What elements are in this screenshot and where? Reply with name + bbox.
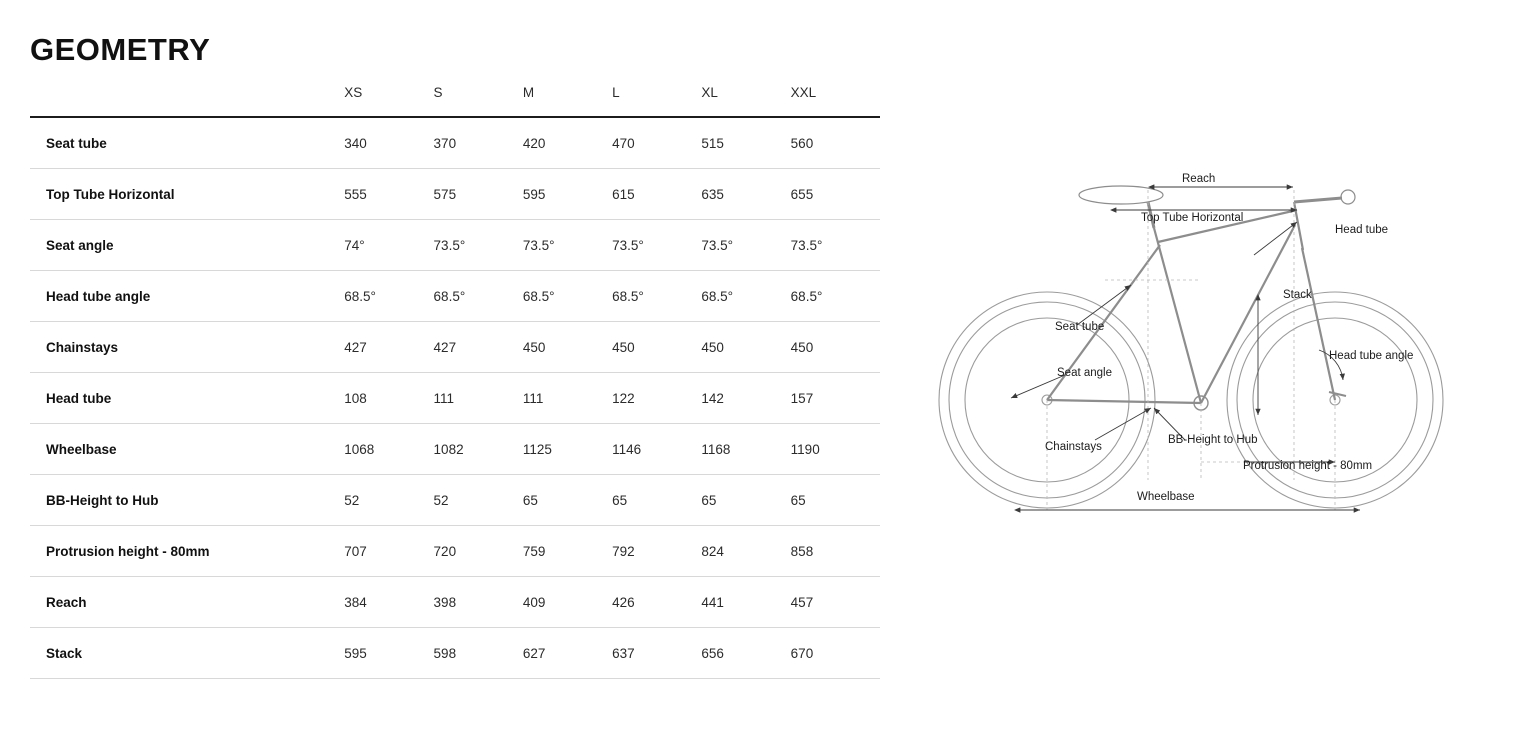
- chainstays-arrow: [1095, 408, 1151, 440]
- cell-xxl: 670: [790, 646, 814, 661]
- table-row: [30, 475, 880, 526]
- table-body: [30, 117, 880, 679]
- cell-xs: 52: [344, 493, 360, 508]
- geometry-table: [30, 85, 880, 679]
- cell-xxl: 858: [790, 544, 814, 559]
- cell-xs: 595: [344, 646, 367, 661]
- cell-xs: 108: [344, 391, 367, 406]
- stem-line: [1294, 198, 1342, 202]
- cell-xl: 68.5°: [701, 289, 734, 304]
- cell-m: 450: [522, 340, 546, 355]
- cell-m: 68.5°: [522, 289, 555, 304]
- cell-xxl: 655: [790, 187, 814, 202]
- cell-xs: 555: [344, 187, 367, 202]
- column-header-s: S: [433, 85, 443, 100]
- label-head-tube-angle: Head tube angle: [1329, 350, 1414, 362]
- cell-xs: 340: [344, 136, 367, 151]
- row-label: Head tube: [46, 391, 112, 406]
- cell-l: 1146: [612, 442, 642, 457]
- table-row: [30, 373, 880, 424]
- saddle: [1079, 186, 1163, 204]
- table-header: [30, 85, 880, 117]
- cell-m: 111: [522, 391, 544, 406]
- cell-l: 615: [612, 187, 635, 202]
- cell-l: 637: [612, 646, 635, 661]
- cell-s: 370: [433, 136, 457, 151]
- cell-s: 575: [433, 187, 457, 202]
- label-wheelbase: Wheelbase: [1137, 491, 1195, 503]
- cell-m: 73.5°: [522, 238, 555, 253]
- cell-l: 73.5°: [612, 238, 644, 253]
- table-row: [30, 526, 880, 577]
- cell-xs: 1068: [344, 442, 375, 457]
- cell-s: 111: [433, 391, 455, 406]
- cell-xl: 824: [701, 544, 724, 559]
- cell-xl: 635: [701, 187, 724, 202]
- cell-xs: 707: [344, 544, 367, 559]
- table-header-row: [30, 85, 880, 117]
- cell-l: 470: [612, 136, 635, 151]
- fork-line: [1302, 248, 1335, 400]
- cell-s: 398: [433, 595, 457, 610]
- handlebar-grip: [1341, 190, 1355, 204]
- cell-l: 426: [612, 595, 635, 610]
- table-row: [30, 424, 880, 475]
- cell-xs: 68.5°: [344, 289, 376, 304]
- label-top-tube-horizontal: Top Tube Horizontal: [1141, 212, 1244, 224]
- cell-xxl: 73.5°: [790, 238, 823, 253]
- cell-m: 1125: [522, 442, 552, 457]
- label-chainstays: Chainstays: [1045, 441, 1102, 453]
- cell-xl: 515: [701, 136, 724, 151]
- cell-s: 720: [433, 544, 457, 559]
- cell-xxl: 457: [790, 595, 814, 610]
- cell-m: 65: [522, 493, 538, 508]
- cell-s: 68.5°: [433, 289, 466, 304]
- table-row: [30, 169, 880, 220]
- row-label: Seat tube: [46, 136, 107, 151]
- table-row: [30, 220, 880, 271]
- cell-l: 68.5°: [612, 289, 644, 304]
- cell-xxl: 450: [790, 340, 814, 355]
- cell-xs: 384: [344, 595, 367, 610]
- column-header-xxl: XXL: [790, 85, 817, 100]
- cell-l: 65: [612, 493, 628, 508]
- column-header-label: [30, 85, 344, 117]
- cell-xl: 65: [701, 493, 717, 508]
- table-row: [30, 271, 880, 322]
- label-seat-tube: Seat tube: [1055, 321, 1105, 333]
- row-label: Protrusion height - 80mm: [46, 544, 210, 559]
- seat-tube-arrow: [1077, 285, 1131, 325]
- row-label: Seat angle: [46, 238, 114, 253]
- table-row: [30, 577, 880, 628]
- row-label: BB-Height to Hub: [46, 493, 159, 508]
- cell-xxl: 1190: [790, 442, 820, 457]
- cell-m: 759: [522, 544, 546, 559]
- table-row: [30, 322, 880, 373]
- label-head-tube: Head tube: [1335, 224, 1389, 236]
- cell-xs: 427: [344, 340, 367, 355]
- down-tube-line: [1201, 225, 1295, 403]
- cell-l: 792: [612, 544, 635, 559]
- cell-xl: 1168: [701, 442, 731, 457]
- row-label: Chainstays: [46, 340, 119, 355]
- row-label: Top Tube Horizontal: [46, 187, 175, 202]
- column-header-xs: XS: [344, 85, 363, 100]
- label-stack: Stack: [1283, 289, 1312, 301]
- cell-xl: 441: [701, 595, 724, 610]
- cell-xxl: 157: [790, 391, 814, 406]
- table-row: [30, 628, 880, 679]
- cell-m: 627: [522, 646, 546, 661]
- seat-tube-line: [1154, 228, 1201, 403]
- cell-s: 598: [433, 646, 457, 661]
- label-protrusion-height: Protrusion height - 80mm: [1243, 460, 1373, 472]
- cell-xl: 73.5°: [701, 238, 734, 253]
- cell-xl: 450: [701, 340, 724, 355]
- cell-m: 420: [522, 136, 546, 151]
- row-label: Wheelbase: [46, 442, 117, 457]
- cell-m: 409: [522, 595, 546, 610]
- cell-xxl: 560: [790, 136, 814, 151]
- label-seat-angle: Seat angle: [1057, 367, 1112, 379]
- row-label: Stack: [46, 646, 83, 661]
- table-row: [30, 117, 880, 169]
- head-tube-arrow: [1254, 222, 1297, 255]
- cell-m: 595: [522, 187, 546, 202]
- label-bb-height-to-hub: BB-Height to Hub: [1168, 434, 1258, 446]
- cell-xl: 142: [701, 391, 724, 406]
- bike-wheels: [939, 292, 1443, 508]
- bike-geometry-diagram: [905, 150, 1515, 540]
- cell-l: 450: [612, 340, 635, 355]
- cell-s: 52: [433, 493, 449, 508]
- cell-s: 73.5°: [433, 238, 466, 253]
- label-reach: Reach: [1182, 173, 1216, 185]
- column-header-xl: XL: [701, 85, 718, 100]
- cell-xs: 74°: [344, 238, 365, 253]
- cell-l: 122: [612, 391, 635, 406]
- cell-xxl: 68.5°: [790, 289, 823, 304]
- cell-s: 1082: [433, 442, 464, 457]
- row-label: Head tube angle: [46, 289, 151, 304]
- page-title: GEOMETRY: [30, 32, 211, 67]
- column-header-m: M: [522, 85, 535, 100]
- cell-xxl: 65: [790, 493, 806, 508]
- cell-s: 427: [433, 340, 457, 355]
- column-header-l: L: [612, 85, 620, 100]
- row-label: Reach: [46, 595, 87, 610]
- chainstay-line: [1047, 400, 1201, 403]
- cell-xl: 656: [701, 646, 724, 661]
